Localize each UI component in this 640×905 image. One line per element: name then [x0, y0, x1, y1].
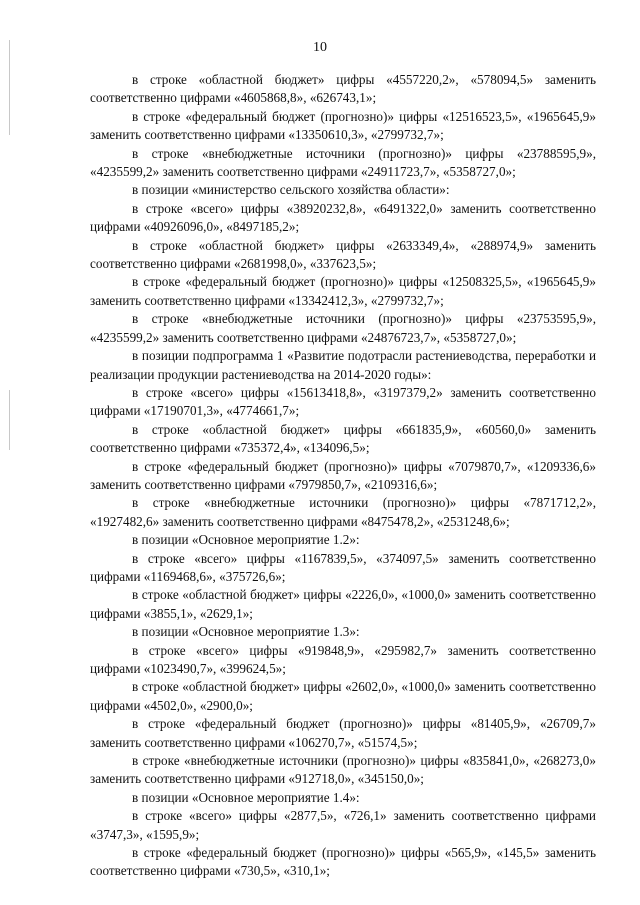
paragraph: в строке «всего» цифры «919848,9», «295982,7» заменить соответственно цифрами «1023490,7», «399624,5»; [90, 642, 596, 676]
paragraph: в строке «внебюджетные источники (прогнозно)» цифры «835841,0», «268273,0» заменить соответственно цифрами «912718,0», «345150,0»; [90, 753, 596, 787]
paragraph: в строке «федеральный бюджет (прогнозно)» цифры «12508325,5», «1965645,9» заменить соответственно цифрами «13342412,3», «2799732,7»; [90, 274, 596, 308]
paragraph: в строке «всего» цифры «1167839,5», «374097,5» заменить соответственно цифрами «1169468,6», «375726,6»; [90, 550, 596, 584]
paragraph: в строке «областной бюджет» цифры «2633349,4», «288974,9» заменить соответственно цифрами «2681998,0», «337623,5»; [90, 237, 596, 272]
paragraph: в строке «областной бюджет» цифры «2226,0», «1000,0» заменить соответственно цифрами «3855,1», «2629,1»; [90, 587, 596, 621]
document-body [90, 71, 596, 881]
paragraph: в строке «всего» цифры «15613418,8», «3197379,2» заменить соответственно цифрами «17190701,3», «4774661,7»; [90, 384, 596, 419]
paragraph: в строке «внебюджетные источники (прогнозно)» цифры «7871712,2», «1927482,6» заменить соответственно цифрами «8475478,2», «2531248,6»; [90, 495, 596, 529]
paragraph: в строке «федеральный бюджет (прогнозно)» цифры «81405,9», «26709,7» заменить соответственно цифрами «106270,7», «51574,5»; [90, 716, 596, 750]
paragraph: в строке «внебюджетные источники (прогнозно)» цифры «23753595,9», «4235599,2» заменить соответственно цифрами «24876723,7», «5358727,0»; [90, 311, 596, 345]
paragraph: в строке «областной бюджет» цифры «2602,0», «1000,0» заменить соответственно цифрами «4502,0», «2900,0»; [90, 679, 596, 713]
scan-edge-line [9, 390, 10, 450]
paragraph: в строке «всего» цифры «38920232,8», «6491322,0» заменить соответственно цифрами «40926096,0», «8497185,2»; [90, 200, 596, 235]
paragraph: в строке «областной бюджет» цифры «661835,9», «60560,0» заменить соответственно цифрами «735372,4», «134096,5»; [90, 421, 596, 456]
paragraph: в позиции «министерство сельского хозяйства области»: [132, 182, 450, 198]
paragraph: в строке «федеральный бюджет (прогнозно)» цифры «565,9», «145,5» заменить соответственно цифрами «730,5», «310,1»; [90, 845, 596, 879]
paragraph: в позиции «Основное мероприятие 1.3»: [132, 624, 360, 640]
paragraph: в позиции «Основное мероприятие 1.4»: [132, 789, 360, 805]
paragraph: в строке «областной бюджет» цифры «4557220,2», «578094,5» заменить соответственно цифрами «4605868,8», «626743,1»; [90, 72, 596, 106]
paragraph: в позиции подпрограмма 1 «Развитие подотрасли растениеводства, переработки и реализации продукции растениеводства на 2014-2020 годы»: [90, 348, 596, 382]
page-number: 10 [313, 40, 327, 55]
paragraph: в строке «федеральный бюджет (прогнозно)» цифры «12516523,5», «1965645,9» заменить соответственно цифрами «13350610,3», «2799732,7»; [90, 108, 596, 143]
paragraph: в позиции «Основное мероприятие 1.2»: [132, 532, 360, 548]
paragraph: в строке «внебюджетные источники (прогнозно)» цифры «23788595,9», «4235599,2» заменить соответственно цифрами «24911723,7», «5358727,0»; [90, 145, 596, 180]
paragraph: в строке «федеральный бюджет (прогнозно)» цифры «7079870,7», «1209336,6» заменить соответственно цифрами «7979850,7», «2109316,6»; [90, 458, 596, 492]
paragraph: в строке «всего» цифры «2877,5», «726,1» заменить соответственно цифрами «3747,3», «1595,9»; [90, 808, 596, 842]
